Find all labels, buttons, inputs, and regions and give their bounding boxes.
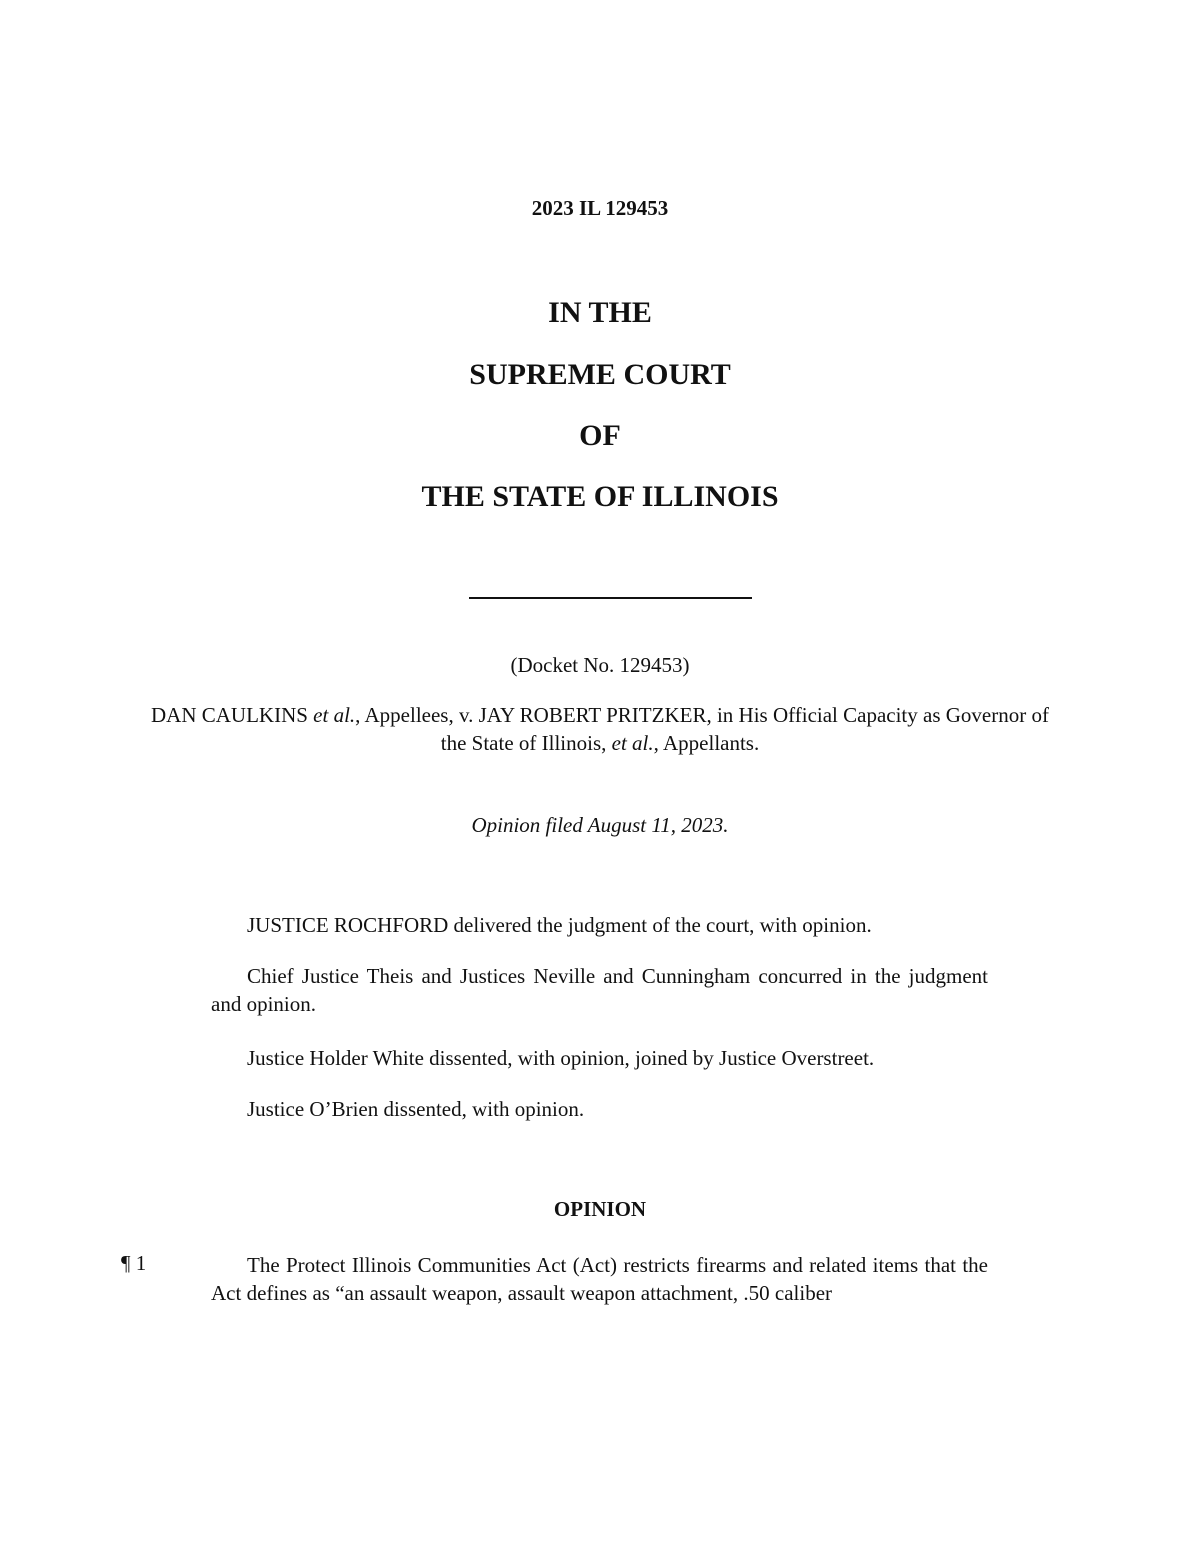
caption-etal-2: et al. bbox=[611, 731, 654, 755]
opinion-heading: OPINION bbox=[553, 1197, 647, 1221]
justice-line-1: JUSTICE ROCHFORD delivered the judgment of the court, with opinion. bbox=[247, 913, 872, 937]
justice-line-3: Justice Holder White dissented, with opinion, joined by Justice Overstreet. bbox=[247, 1046, 875, 1070]
paragraph-1-text: The Protect Illinois Communities Act (Act) restricts firearms and related items that the Act defines as “an assault weapon, assault weapon attachment, .50 caliber bbox=[211, 1253, 988, 1305]
caption-etal-1: et al. bbox=[313, 703, 356, 727]
citation: 2023 IL 129453 bbox=[531, 196, 669, 220]
caption-part-2: , Appellees, v. JAY ROBERT PRITZKER, in His Official Capacity as Governor of the State of Illinois, bbox=[355, 703, 1049, 755]
opinion-filed-date: Opinion filed August 11, 2023. bbox=[471, 813, 729, 837]
case-caption bbox=[140, 701, 1060, 757]
caption-part-1: DAN CAULKINS bbox=[151, 703, 314, 727]
court-title-line-2: SUPREME COURT bbox=[469, 358, 731, 391]
court-title-line-3: OF bbox=[579, 419, 621, 452]
court-title-line-1: IN THE bbox=[548, 296, 652, 329]
horizontal-rule bbox=[469, 597, 752, 599]
caption-part-3: , Appellants. bbox=[653, 731, 760, 755]
justice-line-4: Justice O’Brien dissented, with opinion. bbox=[247, 1097, 585, 1121]
justice-line-2: Chief Justice Theis and Justices Neville and Cunningham concurred in the judgment and opinion. bbox=[211, 964, 988, 1016]
paragraph-mark: ¶ 1 bbox=[121, 1251, 147, 1275]
docket-number: (Docket No. 129453) bbox=[510, 653, 690, 677]
court-title-line-4: THE STATE OF ILLINOIS bbox=[421, 480, 779, 513]
